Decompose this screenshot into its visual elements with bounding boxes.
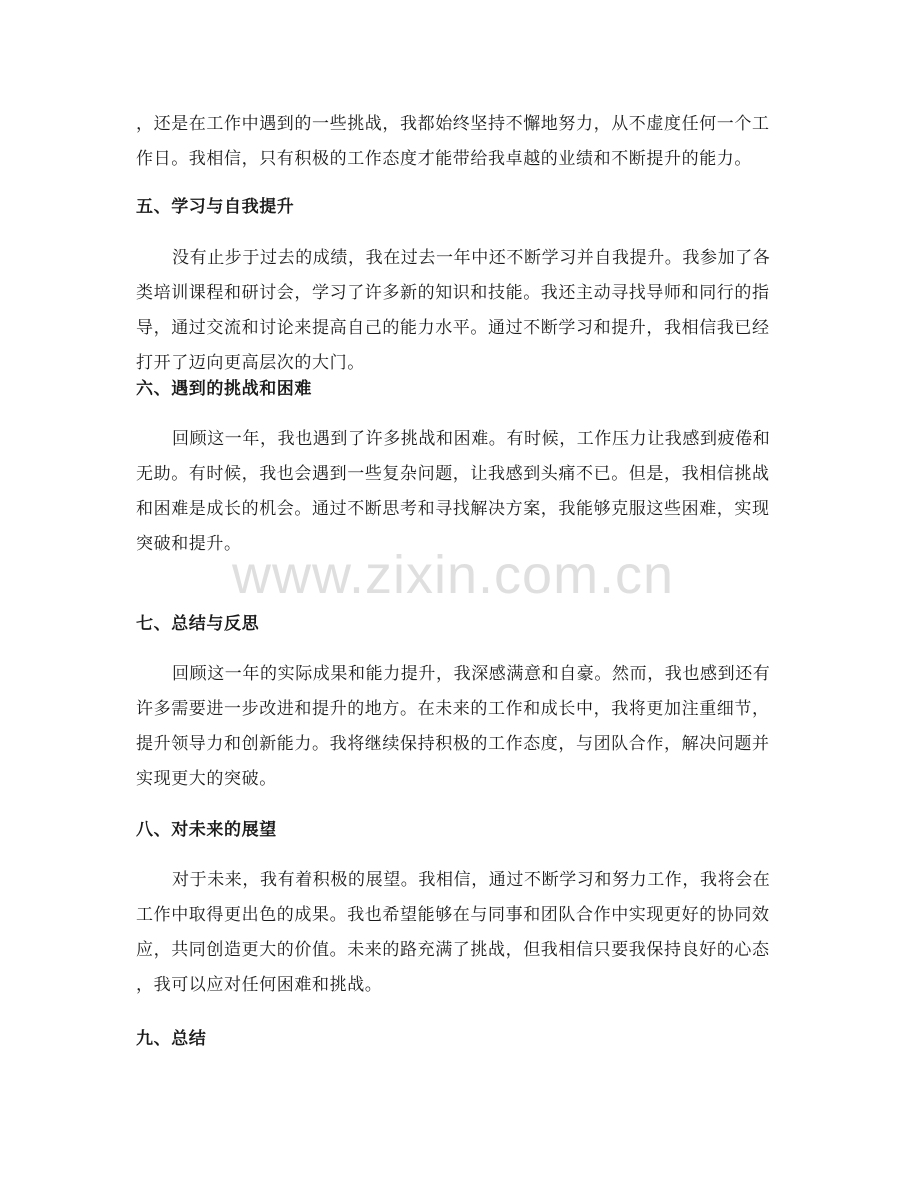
section-5-paragraph (136, 241, 796, 381)
section-heading-8: 八、对未来的展望 (136, 820, 277, 840)
paragraph-line: 没有止步于过去的成绩，我在过去一年中还不断学习并自我提升。我参加了各 (172, 248, 771, 268)
section-heading-7: 七、总结与反思 (136, 614, 260, 634)
paragraph-line: 应，共同创造更大的价值。未来的路充满了挑战，但我相信只要我保持良好的心态 (136, 940, 770, 960)
section-7-paragraph (136, 657, 796, 797)
paragraph-line: 突破和提升。 (136, 534, 242, 554)
paragraph-line: 回顾这一年的实际成果和能力提升，我深感满意和自豪。然而，我也感到还有 (172, 664, 771, 684)
paragraph-line: 回顾这一年，我也遇到了许多挑战和困难。有时候，工作压力让我感到疲倦和 (172, 429, 771, 449)
paragraph-line: ，我可以应对任何困难和挑战。 (136, 975, 383, 995)
paragraph-line: 许多需要进一步改进和提升的地方。在未来的工作和成长中，我将更加注重细节， (136, 699, 770, 719)
section-heading-9: 九、总结 (136, 1029, 207, 1049)
paragraph-line: 打开了迈向更高层次的大门。 (136, 353, 365, 373)
paragraph-line: 实现更大的突破。 (136, 769, 277, 789)
paragraph-line: ，还是在工作中遇到的一些挑战，我都始终坚持不懈地努力，从不虚度任何一个工 (136, 114, 770, 134)
watermark: www.zixin.com.cn (232, 545, 675, 605)
section-heading-5: 五、学习与自我提升 (136, 197, 295, 217)
paragraph-line: 对于未来，我有着积极的展望。我相信，通过不断学习和努力工作，我将会在 (172, 870, 771, 890)
paragraph-line: 工作中取得更出色的成果。我也希望能够在与同事和团队合作中实现更好的协同效 (136, 905, 770, 925)
paragraph-line: 类培训课程和研讨会，学习了许多新的知识和技能。我还主动寻找导师和同行的指 (136, 283, 770, 303)
paragraph-line: 和困难是成长的机会。通过不断思考和寻找解决方案，我能够克服这些困难，实现 (136, 499, 770, 519)
section-heading-6: 六、遇到的挑战和困难 (136, 379, 312, 399)
paragraph-line: 导，通过交流和讨论来提高自己的能力水平。通过不断学习和提升，我相信我已经 (136, 318, 770, 338)
paragraph-line: 无助。有时候，我也会遇到一些复杂问题，让我感到头痛不已。但是，我相信挑战 (136, 464, 770, 484)
intro-paragraph (136, 107, 796, 177)
section-8-paragraph (136, 863, 796, 1003)
paragraph-line: 作日。我相信，只有积极的工作态度才能带给我卓越的业绩和不断提升的能力。 (136, 149, 752, 169)
paragraph-line: 提升领导力和创新能力。我将继续保持积极的工作态度，与团队合作，解决问题并 (136, 734, 770, 754)
section-6-paragraph (136, 422, 796, 562)
